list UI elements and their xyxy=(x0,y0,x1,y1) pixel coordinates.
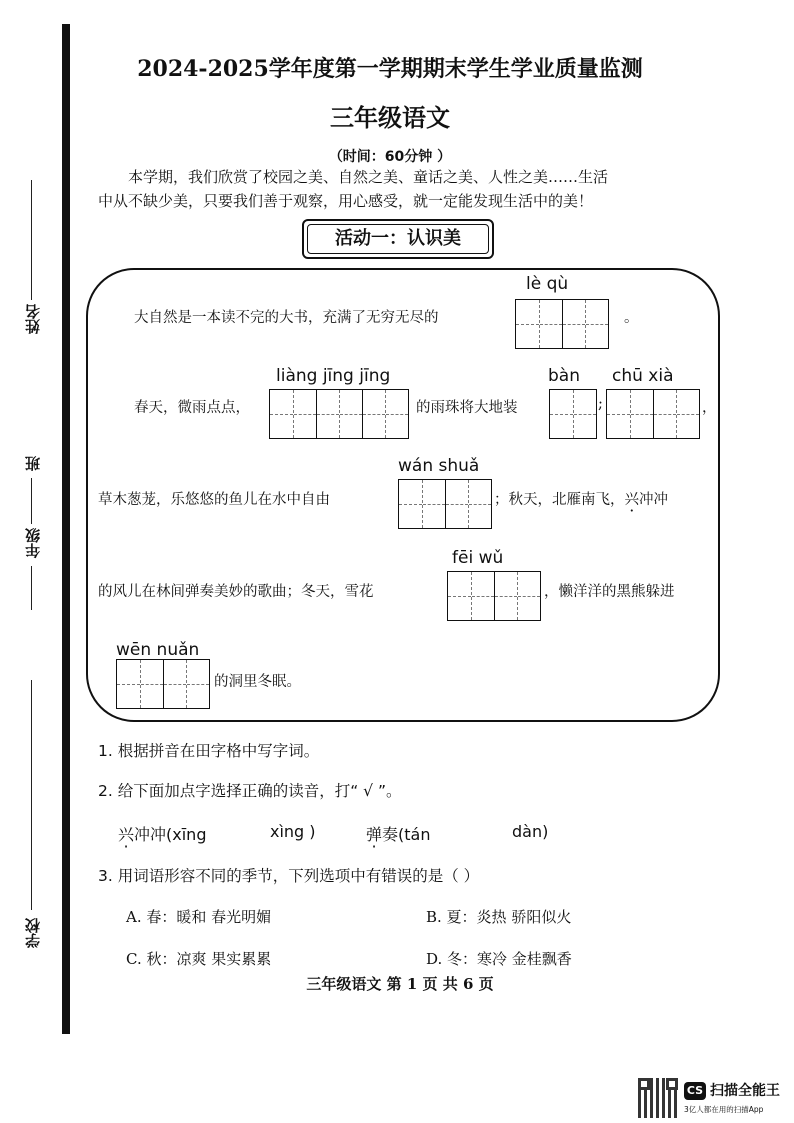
passage-line-2: 春天，微雨点点， xyxy=(134,400,250,416)
grid-cell[interactable] xyxy=(539,300,562,348)
grid-cell[interactable] xyxy=(585,300,608,348)
grid-cell[interactable] xyxy=(607,390,630,438)
pinyin-wen-nuan: wēn nuǎn xyxy=(116,640,200,660)
tianzige-ban[interactable] xyxy=(549,389,597,439)
binding-bar xyxy=(62,24,70,1034)
exam-title: 2024-2025学年度第一学期期末学生学业质量监测 xyxy=(137,56,643,82)
grade-underline xyxy=(31,566,32,610)
grid-cell[interactable] xyxy=(186,660,209,708)
grid-cell[interactable] xyxy=(630,390,653,438)
intro-line-1: 本学期，我们欣赏了校园之美、自然之美、童话之美、人性之美……生活 xyxy=(128,168,609,186)
grid-cell[interactable] xyxy=(676,390,699,438)
pinyin-ban: bàn xyxy=(548,366,580,386)
grid-cell[interactable] xyxy=(516,300,539,348)
q2-word-2 xyxy=(366,822,430,845)
grid-cell[interactable] xyxy=(316,390,339,438)
tianzige-liang-jing-jing[interactable] xyxy=(269,389,409,439)
exam-time: （时间：60分钟 ） xyxy=(328,149,452,165)
tianzige-le-qu[interactable] xyxy=(515,299,609,349)
grid-cell[interactable] xyxy=(573,390,596,438)
qr-code-icon xyxy=(638,1078,678,1118)
class-underline xyxy=(31,478,32,524)
passage-line-2-sep: ; xyxy=(598,396,603,412)
grid-cell[interactable] xyxy=(399,480,422,528)
activity-title: 活动一：认识美 xyxy=(307,224,489,254)
option-d[interactable]: D. 冬：寒冷 金桂飘香 xyxy=(426,950,572,968)
q2-word-2-dotted-char: 弹 xyxy=(366,825,383,844)
passage-line-3: 草木葱茏，乐悠悠的鱼儿在水中自由 xyxy=(98,492,330,508)
camscanner-name: 扫描全能王 xyxy=(710,1083,780,1099)
grid-cell[interactable] xyxy=(653,390,676,438)
tianzige-wen-nuan[interactable] xyxy=(116,659,210,709)
name-label: 姓名 xyxy=(24,304,42,334)
grid-cell[interactable] xyxy=(448,572,471,620)
camscanner-logo-icon: CS xyxy=(684,1082,706,1100)
side-school-field xyxy=(20,680,44,960)
grid-cell[interactable] xyxy=(362,390,385,438)
tianzige-wan-shua[interactable] xyxy=(398,479,492,529)
grid-cell[interactable] xyxy=(270,390,293,438)
grid-cell[interactable] xyxy=(293,390,316,438)
passage-line-5: 的洞里冬眠。 xyxy=(214,674,301,690)
name-underline xyxy=(31,180,32,300)
option-a[interactable]: A. 春：暖和 春光明媚 xyxy=(126,908,272,926)
pinyin-fei-wu: fēi wǔ xyxy=(452,548,504,568)
grid-cell[interactable] xyxy=(471,572,494,620)
grid-cell[interactable] xyxy=(562,300,585,348)
option-c[interactable]: C. 秋：凉爽 果实累累 xyxy=(126,950,272,968)
grid-cell[interactable] xyxy=(517,572,540,620)
grid-cell[interactable] xyxy=(445,480,468,528)
grid-cell[interactable] xyxy=(494,572,517,620)
grid-cell[interactable] xyxy=(550,390,573,438)
grid-cell[interactable] xyxy=(140,660,163,708)
passage-line-1: 大自然是一本读不完的大书，充满了无穷无尽的 xyxy=(134,310,439,326)
tianzige-chu-xia[interactable] xyxy=(606,389,700,439)
question-3: 3. 用词语形容不同的季节，下列选项中有错误的是（ ） xyxy=(98,867,480,885)
grid-cell[interactable] xyxy=(339,390,362,438)
camscanner-tagline: 3亿人都在用的扫描App xyxy=(684,1105,764,1114)
grade-label: 年级 xyxy=(24,528,42,558)
q2-word-1-reading-b[interactable]: xìng ) xyxy=(270,822,316,841)
passage-line-2-end: ， xyxy=(702,400,717,416)
pinyin-le-qu: lè qù xyxy=(526,274,569,294)
school-underline xyxy=(31,680,32,910)
passage-line-3-end-b: 冲冲 xyxy=(639,492,668,508)
passage-line-2-mid: 的雨珠将大地装 xyxy=(416,400,518,416)
tianzige-fei-wu[interactable] xyxy=(447,571,541,621)
pinyin-chu-xia: chū xià xyxy=(612,366,674,386)
q2-word-1 xyxy=(118,822,206,845)
q2-word-2-reading-b[interactable]: dàn) xyxy=(512,822,549,841)
exam-subtitle: 三年级语文 xyxy=(330,103,450,132)
activity-title-box xyxy=(302,219,494,259)
q2-word-1-reading-a[interactable]: 冲冲(xīng xyxy=(134,825,207,844)
school-label: 学校 xyxy=(24,918,42,948)
grid-cell[interactable] xyxy=(117,660,140,708)
side-name-field xyxy=(20,180,44,340)
passage-line-3-end-a: ；秋天，北雁南飞， xyxy=(494,492,625,508)
grid-cell[interactable] xyxy=(422,480,445,528)
pinyin-liang-jing-jing: liàng jīng jīng xyxy=(276,366,391,386)
side-class-field xyxy=(20,450,44,610)
passage-line-3-end xyxy=(494,488,668,509)
dotted-char-xing: 兴 xyxy=(624,492,639,508)
intro-line-2: 中从不缺少美，只要我们善于观察，用心感受，就一定能发现生活中的美！ xyxy=(98,192,594,210)
option-b[interactable]: B. 夏：炎热 骄阳似火 xyxy=(426,908,572,926)
passage-line-4-end: ，懒洋洋的黑熊躲进 xyxy=(544,584,675,600)
grid-cell[interactable] xyxy=(385,390,408,438)
question-2: 2. 给下面加点字选择正确的读音，打“ √ ”。 xyxy=(98,782,402,800)
q2-word-1-dotted-char: 兴 xyxy=(118,825,135,844)
question-1: 1. 根据拼音在田字格中写字词。 xyxy=(98,742,320,760)
class-label: 班 xyxy=(24,456,42,471)
page-footer: 三年级语文 第 1 页 共 6 页 xyxy=(306,975,494,993)
passage-line-1-end: 。 xyxy=(624,310,639,326)
pinyin-wan-shua: wán shuǎ xyxy=(398,456,480,476)
grid-cell[interactable] xyxy=(468,480,491,528)
grid-cell[interactable] xyxy=(163,660,186,708)
passage-line-4: 的风儿在林间弹奏美妙的歌曲；冬天，雪花 xyxy=(98,584,374,600)
q2-word-2-reading-a[interactable]: 奏(tán xyxy=(382,825,431,844)
